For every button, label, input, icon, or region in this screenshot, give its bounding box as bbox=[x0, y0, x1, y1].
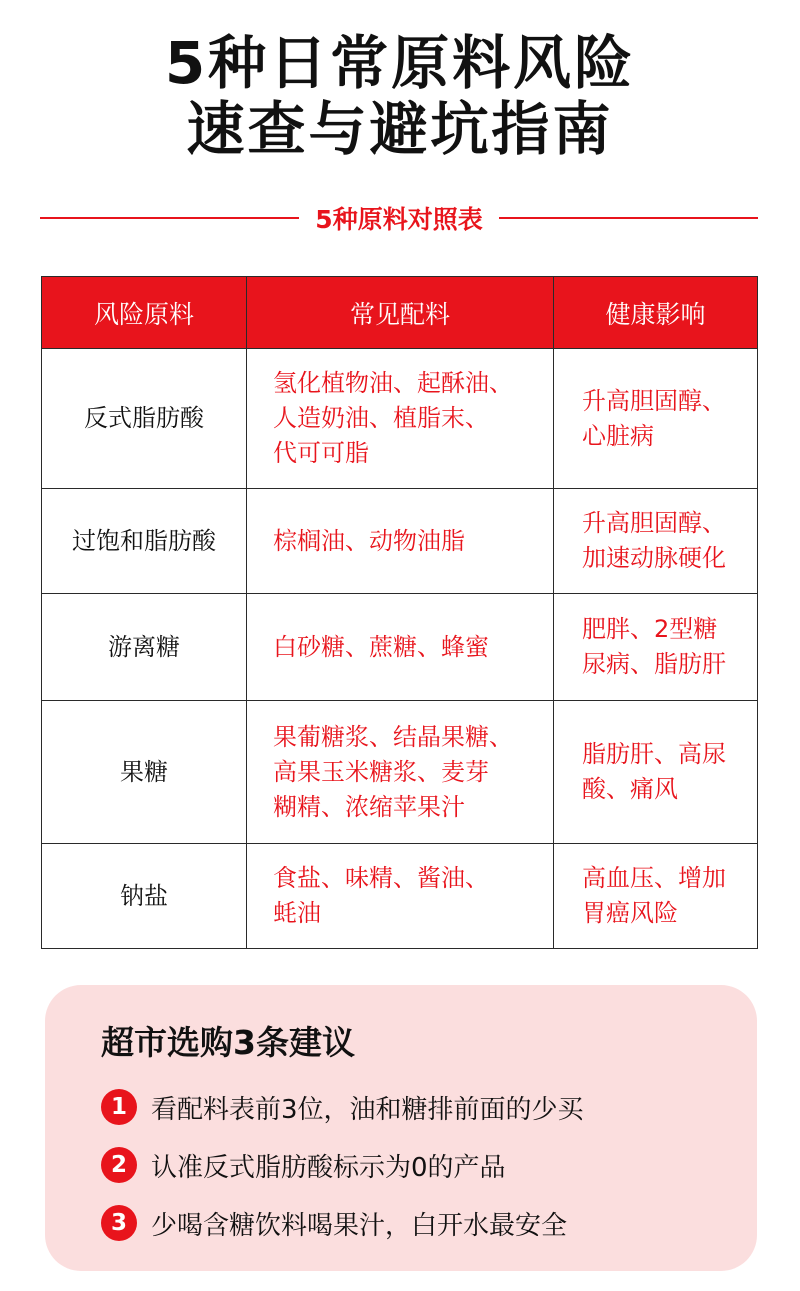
tip-text: 少喝含糖饮料喝果汁，白开水最安全 bbox=[151, 1210, 568, 1241]
number-badge-icon: 1 bbox=[101, 1089, 137, 1125]
effects-cell bbox=[554, 489, 758, 594]
sources-line: 人造奶油、植脂末、 bbox=[273, 404, 489, 432]
effects-line: 尿病、脂肪肝 bbox=[582, 650, 726, 678]
divider-left bbox=[40, 217, 299, 219]
divider-right bbox=[499, 217, 758, 219]
header-effects: 健康影响 bbox=[554, 277, 758, 349]
effects-line: 胃癌风险 bbox=[582, 899, 678, 927]
table-row bbox=[42, 844, 758, 949]
header-ingredient: 风险原料 bbox=[42, 277, 247, 349]
sources-cell bbox=[247, 594, 554, 701]
sources-line: 蚝油 bbox=[273, 899, 321, 927]
tips-title: 超市选购3条建议 bbox=[101, 1023, 355, 1062]
ingredient-cell: 果糖 bbox=[42, 701, 247, 844]
effects-line: 升高胆固醇、 bbox=[582, 509, 726, 537]
effects-line: 脂肪肝、高尿 bbox=[582, 740, 726, 768]
ingredient-cell: 过饱和脂肪酸 bbox=[42, 489, 247, 594]
table-row bbox=[42, 701, 758, 844]
effects-line: 肥胖、2型糖 bbox=[582, 615, 718, 643]
sources-cell bbox=[247, 701, 554, 844]
table-row bbox=[42, 489, 758, 594]
effects-line: 心脏病 bbox=[582, 421, 654, 450]
tip-text: 看配料表前3位，油和糖排前面的少买 bbox=[151, 1094, 584, 1125]
table-row bbox=[42, 349, 758, 489]
effects-cell bbox=[554, 844, 758, 949]
title-line-2: 速查与避坑指南 bbox=[186, 95, 614, 163]
section-label: 5种原料对照表 bbox=[315, 205, 483, 234]
ingredient-cell: 反式脂肪酸 bbox=[42, 349, 247, 489]
sources-cell bbox=[247, 489, 554, 594]
sources-cell bbox=[247, 844, 554, 949]
ingredient-cell: 游离糖 bbox=[42, 594, 247, 701]
page-title bbox=[0, 30, 800, 162]
tip-text: 认准反式脂肪酸标示为0的产品 bbox=[151, 1152, 506, 1183]
section-header bbox=[40, 196, 758, 240]
effects-cell bbox=[554, 594, 758, 701]
sources-line: 白砂糖、蔗糖、蜂蜜 bbox=[273, 632, 489, 661]
effects-line: 加速动脉硬化 bbox=[582, 544, 726, 572]
comparison-table bbox=[41, 276, 758, 949]
sources-line: 高果玉米糖浆、麦芽 bbox=[273, 757, 489, 786]
sources-line: 代可可脂 bbox=[273, 439, 369, 467]
header-sources: 常见配料 bbox=[247, 277, 554, 349]
number-badge-icon: 3 bbox=[101, 1205, 137, 1241]
tip-item bbox=[101, 1145, 506, 1185]
effects-cell bbox=[554, 349, 758, 489]
sources-line: 糊精、浓缩苹果汁 bbox=[273, 792, 465, 821]
sources-line: 棕榈油、动物油脂 bbox=[273, 526, 465, 555]
sources-cell bbox=[247, 349, 554, 489]
title-line-1: 5种日常原料风险 bbox=[164, 29, 636, 97]
ingredient-cell: 钠盐 bbox=[42, 844, 247, 949]
number-badge-icon: 2 bbox=[101, 1147, 137, 1183]
tip-item bbox=[101, 1087, 584, 1127]
tip-item bbox=[101, 1203, 567, 1243]
tips-card bbox=[45, 985, 757, 1271]
table-row bbox=[42, 594, 758, 701]
effects-line: 高血压、增加 bbox=[582, 864, 726, 892]
effects-cell bbox=[554, 701, 758, 844]
effects-line: 酸、痛风 bbox=[582, 775, 678, 803]
sources-line: 果葡糖浆、结晶果糖、 bbox=[273, 722, 513, 751]
table-header-row bbox=[42, 277, 758, 349]
sources-line: 食盐、味精、酱油、 bbox=[273, 864, 489, 892]
effects-line: 升高胆固醇、 bbox=[582, 386, 726, 415]
sources-line: 氢化植物油、起酥油、 bbox=[273, 369, 513, 397]
